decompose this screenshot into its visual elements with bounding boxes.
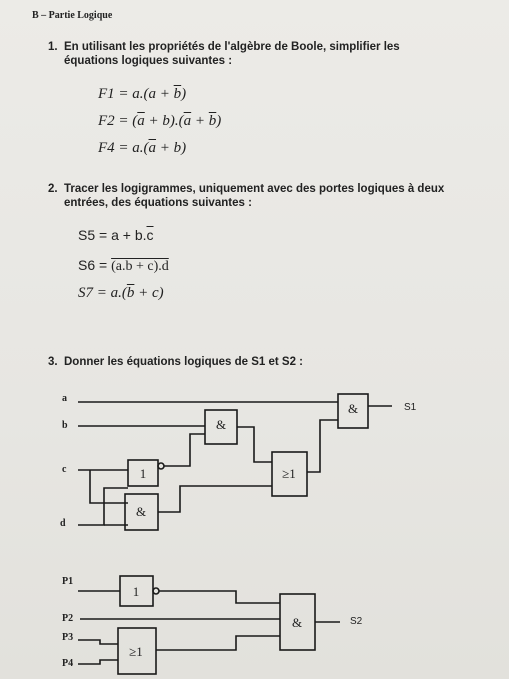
wire-not-and <box>159 591 280 603</box>
question-3-number: 3. <box>48 356 58 368</box>
svg-text:≥1: ≥1 <box>129 644 143 659</box>
question-1-text-line2: équations logiques suivantes : <box>64 55 233 67</box>
svg-text:&: & <box>135 504 147 519</box>
input-label-d: d <box>60 518 66 529</box>
equation-f4: $F4 = a.(\overline{a} + b)$ <box>98 140 187 156</box>
svg-text:&: & <box>215 417 227 432</box>
question-2-text-line1: Tracer les logigrammes, uniquement avec des portes logiques à deux <box>64 183 445 195</box>
output-label-s2: S2 <box>350 616 363 627</box>
svg-text:&: & <box>291 615 303 630</box>
equation-f2: $F2 = (\overline{a} + b).(\overline{a} + \overline{b})$ <box>98 113 222 129</box>
question-2-text-line2: entrées, des équations suivantes : <box>64 197 252 209</box>
question-1-text-line1: En utilisant les propriétés de l'algèbre de Boole, simplifier les <box>64 41 400 53</box>
inverter-bubble-2 <box>153 588 159 594</box>
svg-text:&: & <box>347 401 359 416</box>
wire-p4 <box>78 660 118 664</box>
input-label-c: c <box>62 464 67 475</box>
input-label-p2: P2 <box>62 613 74 624</box>
equation-s5: $S5 = a + b.\overline{c}$ <box>78 227 154 243</box>
question-2-number: 2. <box>48 183 58 195</box>
equation-f1: $F1 = a.(a + \overline{b})$ <box>98 86 187 102</box>
input-label-p3: P3 <box>62 632 74 643</box>
output-label-s1: S1 <box>404 402 417 413</box>
equation-s7: $S7 = a.(\overline{b} + c)$ <box>78 285 164 301</box>
question-3-text: Donner les équations logiques de S1 et S2 : <box>64 356 303 368</box>
question-1-number: 1. <box>48 41 58 53</box>
input-label-p1: P1 <box>62 576 74 587</box>
section-title: B – Partie Logique <box>32 10 113 21</box>
wire-p3 <box>78 640 118 644</box>
input-label-a: a <box>62 393 67 404</box>
svg-text:1: 1 <box>139 466 147 481</box>
input-label-p4: P4 <box>62 658 74 669</box>
wire-or-and <box>156 636 280 650</box>
equation-s6: S6 = (a.b + c).d <box>78 257 169 274</box>
input-label-b: b <box>62 420 68 431</box>
svg-text:≥1: ≥1 <box>282 466 296 481</box>
svg-text:1: 1 <box>132 584 140 599</box>
